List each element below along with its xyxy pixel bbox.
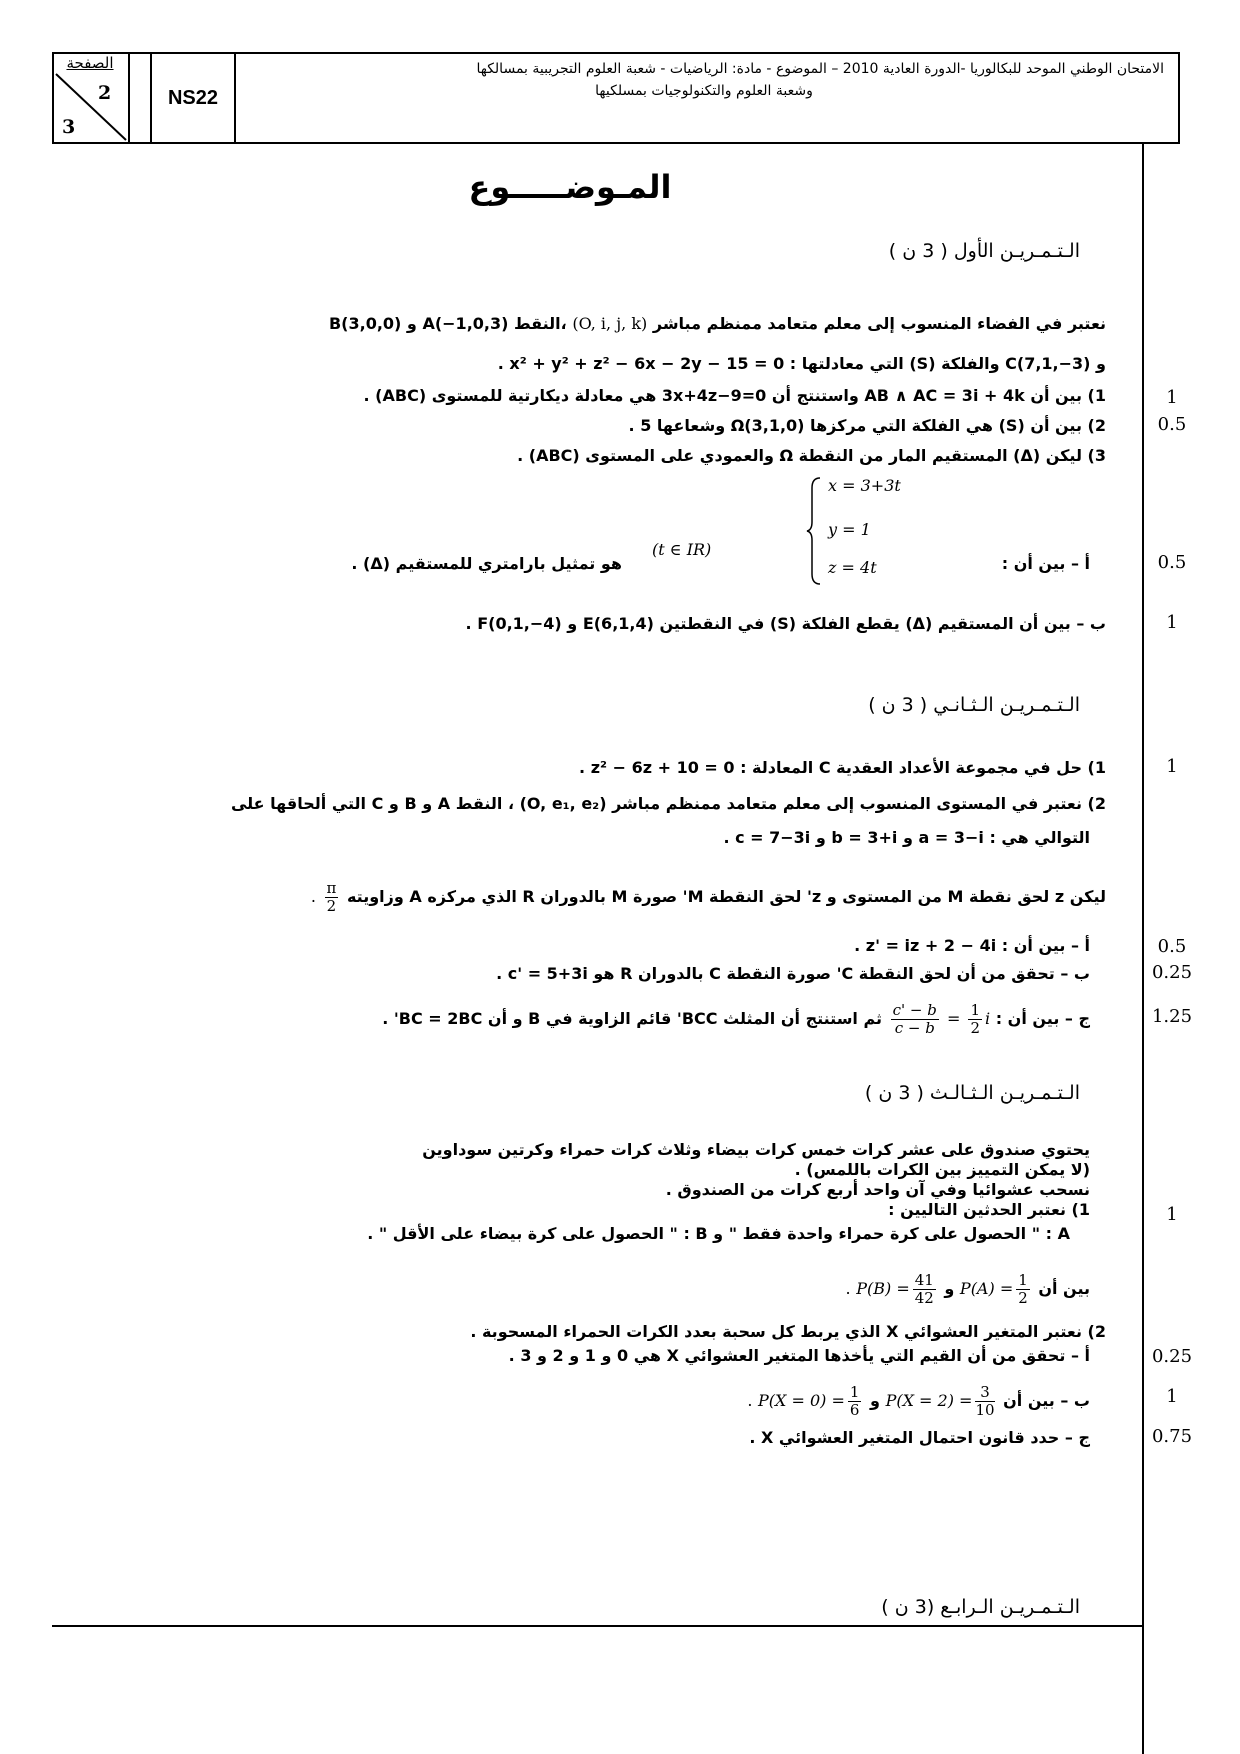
- ex3-events: A : " الحصول على كرة حمراء واحدة فقط " و B : " الحصول على كرة بيضاء على الأقل " .: [367, 1224, 1070, 1243]
- ex3-mark-q1: 1: [1166, 1204, 1178, 1225]
- exam-title-line1: الامتحان الوطني الموحد للبكالوريا -الدورة العادية 2010 – الموضوع - مادة: الرياضيات - شعبة العلوم التجريبية بمسالكها: [476, 61, 1164, 77]
- ex1-intro2: و C(7,1,−3) والفلكة (S) التي معادلتها : x² + y² + z² − 6x − 2y − 15 = 0 .: [497, 354, 1106, 373]
- ex2-ratio-equation: $\frac{c' - b}{c - b}$ = $\frac{1}{2}$ i: [892, 1001, 991, 1037]
- page-current: 2: [98, 82, 112, 104]
- ex1-mark-q3a: 0.5: [1157, 552, 1187, 573]
- ex1-q3b: ب – بين أن المستقيم (Δ) يقطع الفلكة (S) في النقطتين E(6,1,4) و F(0,1,−4) .: [465, 614, 1106, 633]
- ex1-frame: (O, i, j, k): [572, 314, 648, 333]
- ex3-mark-q2j: 0.75: [1151, 1426, 1193, 1447]
- ex3-q2: 2) نعتبر المتغير العشوائي X الذي يربط كل سحبة بعدد الكرات الحمراء المسحوبة .: [470, 1322, 1106, 1341]
- exam-title: [234, 54, 1178, 142]
- ex2-title: الـتـمـريـن الـثـانـي ( 3 ن ): [868, 694, 1080, 716]
- page-label: الصفحة: [66, 54, 114, 72]
- ex3-p1: يحتوي صندوق على عشر كرات خمس كرات بيضاء وثلاث كرات حمراء وكرتين سوداوين: [422, 1140, 1090, 1159]
- ex2-q2j: ج – بين أن : $\frac{c' - b}{c - b}$ = $\frac{1}{2}$ i ثم استنتج أن المثلث BCC' قائم الزاوية في B و أن BC = 2BC' .: [382, 1001, 1090, 1037]
- ex2-q2-values: التوالي هي : a = 3−i و b = 3+i و c = 7−3i .: [723, 828, 1090, 847]
- ex1-system-brace: [806, 476, 822, 586]
- ex4-title: الـتـمـريـن الـرابـع (3 ن ): [881, 1596, 1080, 1618]
- ex3-p2: P(X = 2) = $\frac{3}{10}$: [885, 1383, 995, 1419]
- exam-code: NS22: [150, 54, 236, 142]
- ex2-q2: 2) نعتبر في المستوى المنسوب إلى معلم متعامد ممنظم مباشر (O, e₁, e₂) ، النقط A و B و C التي ألحاقها على: [230, 794, 1106, 813]
- ex3-pa: P(A) = $\frac{1}{2}$: [959, 1271, 1028, 1307]
- marks-column-divider: [1142, 144, 1144, 1754]
- ex2-q1: 1) حل في مجموعة الأعداد العقدية C المعادلة : z² − 6z + 10 = 0 .: [579, 758, 1106, 777]
- ex1-q2: 2) بين أن (S) هي الفلكة التي مركزها Ω(3,1,0) وشعاعها 5 .: [628, 416, 1106, 435]
- ex3-q1-show: بين أن P(A) = $\frac{1}{2}$ و P(B) = $\frac{41}{42}$ .: [845, 1271, 1090, 1307]
- ex2-q2a: أ – بين أن : z' = iz + 2 − 4i .: [854, 936, 1090, 955]
- ex3-p0: P(X = 0) = $\frac{1}{6}$: [758, 1383, 860, 1419]
- ex2-mark-q2j: 1.25: [1151, 1006, 1193, 1027]
- ex1-mark-q1: 1: [1166, 387, 1178, 408]
- ex1-q3: 3) ليكن (Δ) المستقيم المار من النقطة Ω والعمودي على المستوى (ABC) .: [517, 446, 1106, 465]
- ex3-q2j: ج – حدد قانون احتمال المتغير العشوائي X .: [749, 1428, 1090, 1447]
- main-title: المـوضـــــوع: [468, 168, 672, 206]
- header-box: [52, 52, 1180, 144]
- ex3-q1: 1) نعتبر الحدثين التاليين :: [888, 1200, 1090, 1219]
- ex1-eq-y: y = 1: [828, 520, 871, 539]
- ex1-eq-z: z = 4t: [828, 558, 877, 577]
- ex2-angle-fraction: $\frac{\pi}{2}$: [326, 879, 337, 915]
- ex1-eq-x: x = 3+3t: [828, 476, 901, 495]
- ex1-points: ،النقط A(−1,0,3) و B(3,0,0): [328, 314, 567, 333]
- ex2-mark-q2a: 0.5: [1157, 936, 1187, 957]
- ex1-mark-q2: 0.5: [1157, 414, 1187, 435]
- ex2-mark-q2b: 0.25: [1151, 962, 1193, 983]
- ex2-q2b: ب – تحقق من أن لحق النقطة C' صورة النقطة C بالدوران R هو c' = 5+3i .: [496, 964, 1090, 983]
- ex3-q2a: أ – تحقق من أن القيم التي يأخذها المتغير العشوائي X هي 0 و 1 و 2 و 3 .: [508, 1346, 1090, 1365]
- ex1-q3a-text: هو تمثيل بارامتري للمستقيم (Δ) .: [351, 554, 622, 573]
- ex1-intro1: نعتبر في الفضاء المنسوب إلى معلم متعامد ممنظم مباشر (O, i, j, k) ،النقط A(−1,0,3) و B(3,0,0): [329, 312, 1106, 336]
- ex3-mark-q2b: 1: [1166, 1386, 1178, 1407]
- ex3-title: الـتـمـريـن الـثـالـث ( 3 ن ): [864, 1082, 1080, 1104]
- ex1-q3a-label: أ – بين أن :: [1001, 554, 1090, 573]
- exam-title-line2: وشعبة العلوم والتكنولوجيات بمسلكيها: [595, 83, 813, 99]
- ex2-mark-q1: 1: [1166, 756, 1178, 777]
- ex1-param-domain: (t ∈ IR): [652, 540, 712, 559]
- ex1-mark-q3b: 1: [1166, 612, 1178, 633]
- page-number-box: [54, 54, 130, 142]
- ex1-title: الـتـمـريـن الأول ( 3 ن ): [888, 240, 1080, 262]
- bottom-rule: [52, 1625, 1142, 1627]
- ex3-mark-q2a: 0.25: [1151, 1346, 1193, 1367]
- ex3-pb: P(B) = $\frac{41}{42}$: [856, 1271, 934, 1307]
- ex1-q1: 1) بين أن AB ∧ AC = 3i + 4k واستنتج أن 3x+4z−9=0 هي معادلة ديكارتية للمستوى (ABC) .: [363, 386, 1106, 405]
- ex3-p3: نسحب عشوائيا وفي آن واحد أربع كرات من الصندوق .: [665, 1180, 1090, 1199]
- page-total: 3: [62, 116, 76, 138]
- ex3-q2b: ب – بين أن P(X = 2) = $\frac{3}{10}$ و P(X = 0) = $\frac{1}{6}$ .: [747, 1383, 1090, 1419]
- ex3-p2: (لا يمكن التمييز بين الكرات باللمس) .: [794, 1160, 1090, 1179]
- ex2-q2c: ليكن z لحق نقطة M من المستوى و z' لحق النقطة M' صورة M بالدوران R الذي مركزه A وزاويته $\frac{\pi}{2}$ .: [310, 879, 1106, 915]
